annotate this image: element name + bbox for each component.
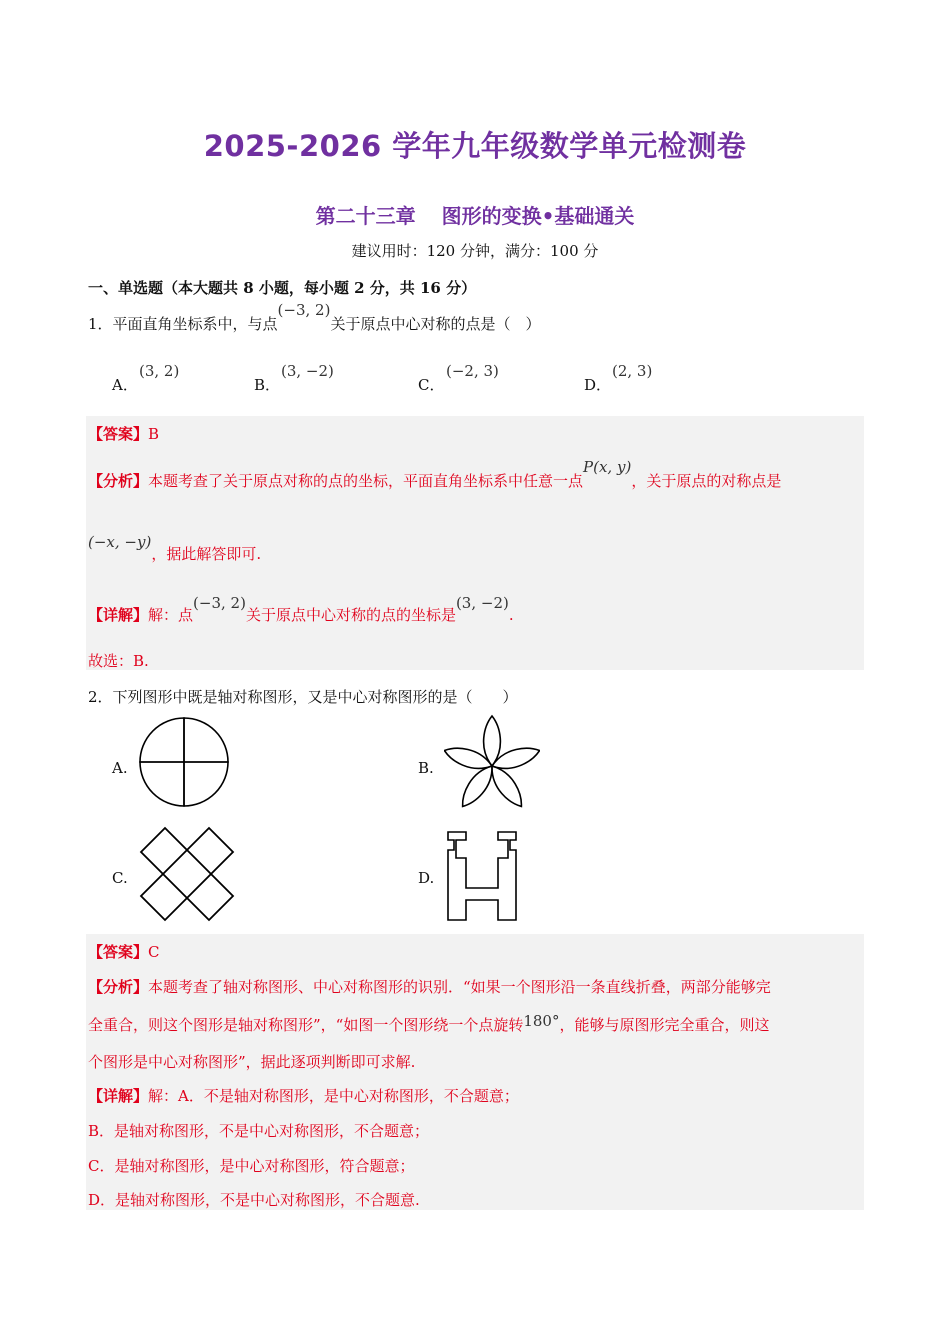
q1-detail-tag: 【详解】 xyxy=(88,606,149,624)
chapter-subtitle xyxy=(0,200,950,229)
q1-analysis-line1 xyxy=(88,458,782,491)
q1-option-a-value: (3, 2) xyxy=(139,362,180,380)
q1-point: (−3, 2) xyxy=(277,301,331,319)
q1-option-d-label: D． xyxy=(584,376,612,394)
q2-analysis-degree: 180° xyxy=(523,1012,560,1030)
document-title: 2025-2026 学年九年级数学单元检测卷 xyxy=(203,129,747,163)
q1-analysis-line2 xyxy=(88,533,262,564)
q1-detail-math2: (3, −2) xyxy=(455,594,509,612)
q2-option-a-label: A. xyxy=(112,759,128,777)
q2-analysis-line3: 个图形是中心对称图形”，据此逐项判断即可求解. xyxy=(88,1053,416,1071)
q2-answer-tag: 【答案】 xyxy=(88,943,149,961)
q2-detail-b: B．是轴对称图形，不是中心对称图形，不合题意； xyxy=(88,1122,430,1140)
section-heading: 一、单选题（本大题共 8 小题，每小题 2 分，共 16 分） xyxy=(88,279,477,297)
q1-stem-after: 关于原点中心对称的点是（ ） xyxy=(330,315,541,333)
diamond-x-figure-icon xyxy=(139,826,235,922)
time-info: 建议用时：120 分钟，满分：100 分 xyxy=(351,242,599,260)
q2-analysis-text1: 本题考查了轴对称图形、中心对称图形的识别．“如果一个图形沿一条直线折叠，两部分能够完 xyxy=(148,978,771,996)
q1-option-b-label: B． xyxy=(254,376,281,394)
q1-detail-text1: 解：点 xyxy=(148,606,194,624)
q1-stem-before: 1．平面直角坐标系中，与点 xyxy=(88,315,278,333)
q1-analysis-math: P(x, y) xyxy=(583,458,632,476)
q1-detail-text2: 关于原点中心对称的点的坐标是 xyxy=(245,606,456,624)
q1-option-a-label: A． xyxy=(112,376,138,394)
q2-option-d-label: D. xyxy=(418,869,435,887)
q2-detail-tag: 【详解】 xyxy=(88,1087,149,1105)
q2-option-c-label: C. xyxy=(112,869,128,887)
pinwheel-figure-icon xyxy=(138,716,230,808)
q2-answer-value: C xyxy=(148,943,160,961)
q1-analysis-math2: (−x, −y) xyxy=(88,533,152,551)
q1-analysis-text3: ，据此解答即可. xyxy=(151,545,262,563)
q1-option-b-value: (3, −2) xyxy=(281,362,334,380)
q1-conclusion: 故选：B. xyxy=(88,652,149,670)
q1-analysis-text1: 本题考查了关于原点对称的点的坐标，平面直角坐标系中任意一点 xyxy=(148,472,584,490)
q2-detail-d: D．是轴对称图形，不是中心对称图形，不合题意. xyxy=(88,1191,420,1209)
q1-option-c-label: C． xyxy=(418,376,445,394)
q1-detail xyxy=(88,594,514,625)
q2-analysis-tag: 【分析】 xyxy=(88,978,149,996)
q1-option-c-value: (−2, 3) xyxy=(446,362,499,380)
q1-detail-text3: . xyxy=(508,606,514,624)
q2-analysis-line2 xyxy=(88,1014,770,1035)
q2-detail-a xyxy=(88,1085,519,1106)
q2-answer xyxy=(88,941,160,962)
q2-analysis-line1 xyxy=(88,976,771,997)
q1-analysis-text2: ，关于原点的对称点是 xyxy=(631,472,782,490)
chapter-topic: 图形的变换•基础通关 xyxy=(441,204,635,228)
q1-detail-math1: (−3, 2) xyxy=(193,594,246,612)
q1-answer-value: B xyxy=(148,425,160,443)
q1-answer-tag: 【答案】 xyxy=(88,425,149,443)
q1-option-d-value: (2, 3) xyxy=(612,362,653,380)
castle-figure-icon xyxy=(444,830,520,922)
q2-detail-a-text: 解：A．不是轴对称图形，是中心对称图形，不合题意； xyxy=(148,1087,519,1105)
q2-analysis-text2b: ，能够与原图形完全重合，则这 xyxy=(559,1016,770,1034)
chapter-label: 第二十三章 xyxy=(315,204,416,228)
q1-answer xyxy=(88,423,159,444)
five-petal-flower-figure-icon xyxy=(444,714,540,808)
q2-stem: 2．下列图形中既是轴对称图形，又是中心对称图形的是（ ） xyxy=(88,688,518,706)
q2-option-b-label: B. xyxy=(418,759,434,777)
q2-detail-c: C．是轴对称图形，是中心对称图形，符合题意； xyxy=(88,1157,415,1175)
q2-analysis-text2a: 全重合，则这个图形是轴对称图形”，“如图一个图形绕一个点旋转 xyxy=(88,1016,524,1034)
q1-stem xyxy=(88,301,541,334)
q1-analysis-tag: 【分析】 xyxy=(88,472,149,490)
